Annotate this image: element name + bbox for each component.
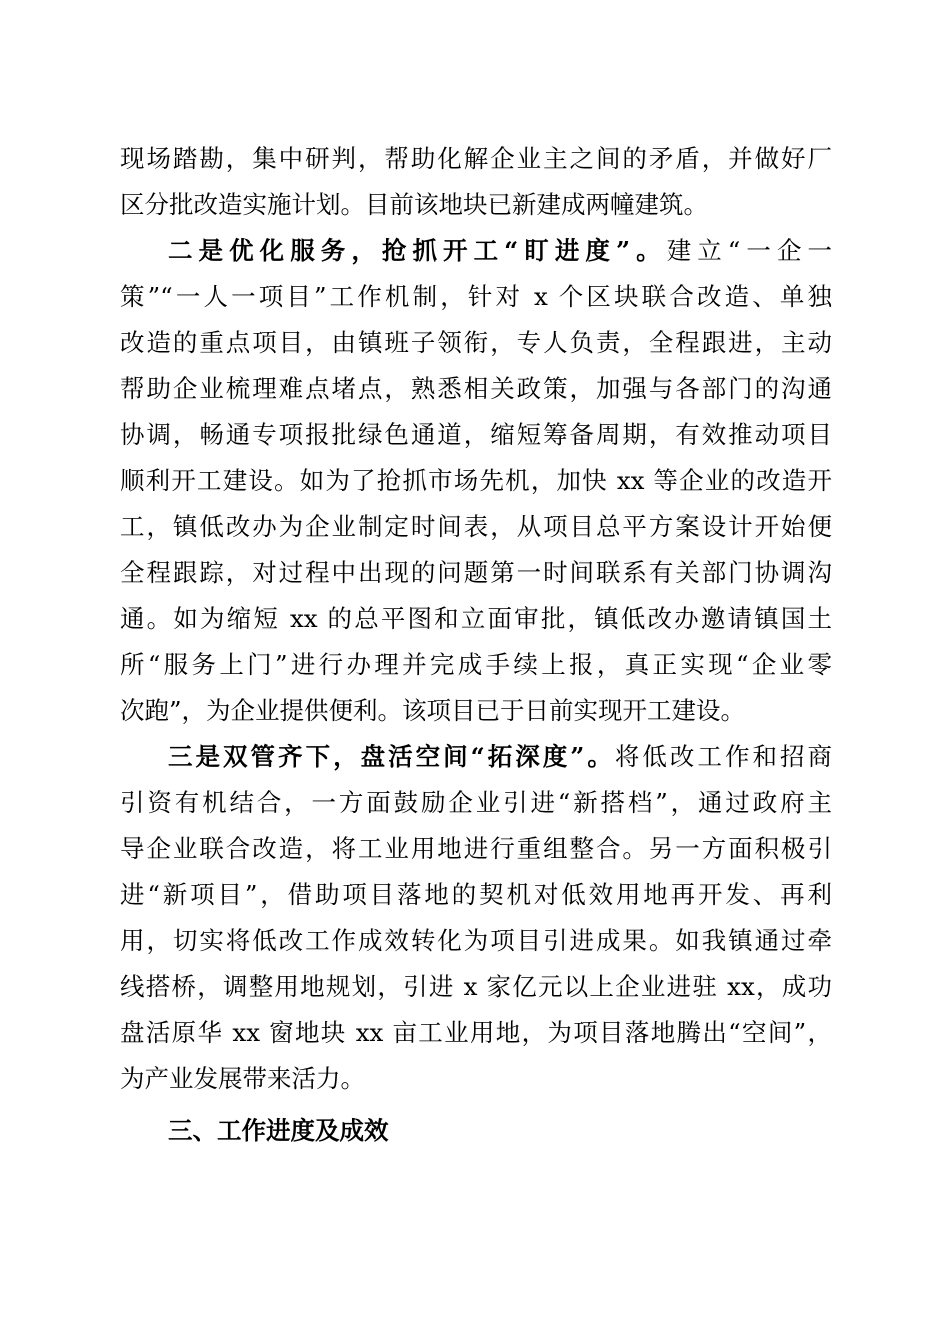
text-line: 策”“一人一项目”工作机制，针对 x 个区块联合改造、单独 bbox=[120, 282, 832, 311]
text-line: 为产业发展带来活力。 bbox=[120, 1064, 365, 1093]
text-line: 工，镇低改办为企业制定时间表，从项目总平方案设计开始便 bbox=[120, 512, 832, 541]
text-line: 通。如为缩短 xx 的总平图和立面审批，镇低改办邀请镇国土 bbox=[120, 604, 832, 633]
text-line: 现场踏勘，集中研判，帮助化解企业主之间的矛盾，并做好厂 bbox=[120, 144, 832, 173]
document-page bbox=[120, 136, 832, 1154]
paragraph-3 bbox=[120, 734, 832, 1102]
text-line: 引资有机结合，一方面鼓励企业引进“新搭档”，通过政府主 bbox=[120, 788, 832, 817]
text-line: 导企业联合改造，将工业用地进行重组整合。另一方面积极引 bbox=[120, 834, 832, 863]
section-heading: 三、工作进度及成效 bbox=[168, 1116, 389, 1145]
paragraph-1 bbox=[120, 136, 832, 228]
text-line: 盘活原华 xx 窗地块 xx 亩工业用地，为项目落地腾出“空间”， bbox=[120, 1018, 832, 1047]
text-line bbox=[120, 734, 832, 780]
text-line: 协调，畅通专项报批绿色通道，缩短筹备周期，有效推动项目 bbox=[120, 420, 832, 449]
text-line: 用，切实将低改工作成效转化为项目引进成果。如我镇通过牵 bbox=[120, 926, 832, 955]
text-line: 线搭桥，调整用地规划，引进 x 家亿元以上企业进驻 xx，成功 bbox=[120, 972, 832, 1001]
text-line: 次跑”，为企业提供便利。该项目已于日前实现开工建设。 bbox=[120, 696, 746, 725]
text-line: 进“新项目”，借助项目落地的契机对低效用地再开发、再利 bbox=[120, 880, 832, 909]
paragraph-lead: 二是优化服务，抢抓开工“盯进度”。 bbox=[168, 236, 667, 265]
paragraph-lead: 三是双管齐下，盘活空间“拓深度”。 bbox=[168, 742, 615, 771]
paragraph-2 bbox=[120, 228, 832, 734]
text-line: 区分批改造实施计划。目前该地块已新建成两幢建筑。 bbox=[120, 190, 708, 219]
text-line: 顺利开工建设。如为了抢抓市场先机，加快 xx 等企业的改造开 bbox=[120, 466, 832, 495]
text-line: 改造的重点项目，由镇班子领衔，专人负责，全程跟进，主动 bbox=[120, 328, 832, 357]
paragraph-text: 将低改工作和招商 bbox=[614, 742, 832, 771]
text-line: 全程跟踪，对过程中出现的问题第一时间联系有关部门协调沟 bbox=[120, 558, 832, 587]
text-line bbox=[120, 228, 832, 274]
paragraph-text: 建立“一企一 bbox=[666, 236, 833, 265]
text-line: 帮助企业梳理难点堵点，熟悉相关政策，加强与各部门的沟通 bbox=[120, 374, 832, 403]
text-line: 所“服务上门”进行办理并完成手续上报，真正实现“企业零 bbox=[120, 650, 832, 679]
